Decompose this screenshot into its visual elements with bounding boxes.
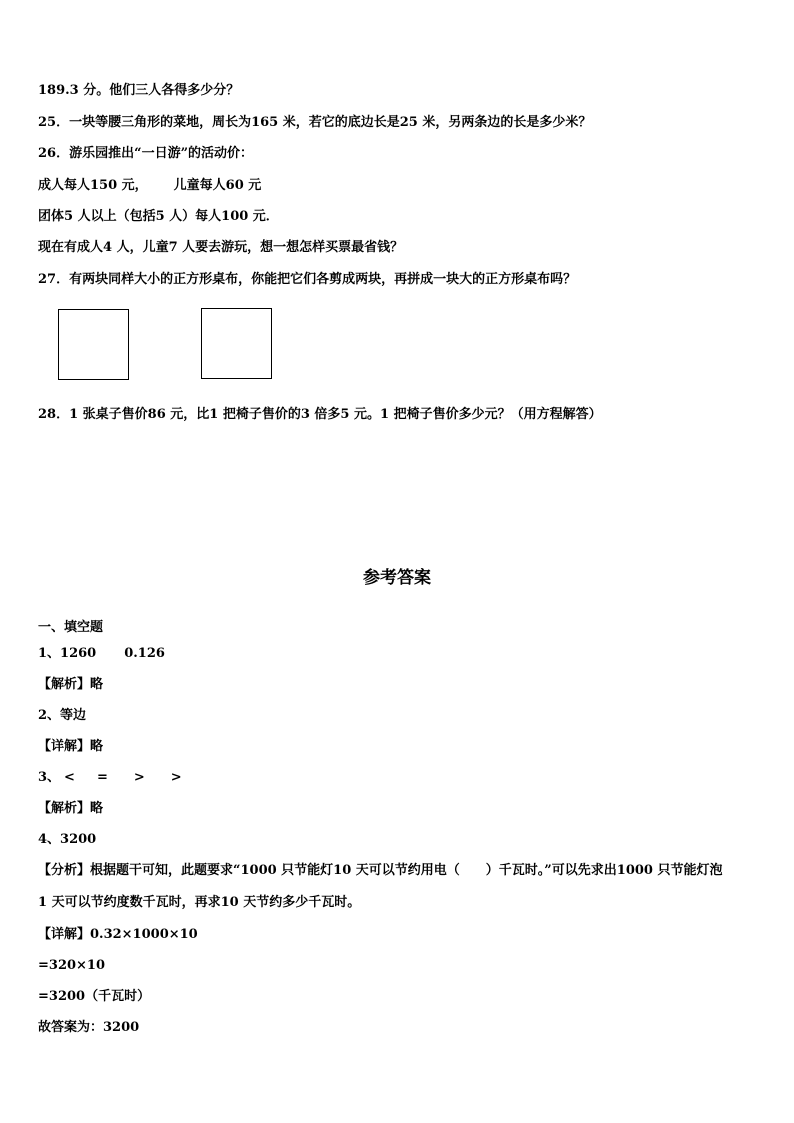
answer-3-label: 3、 <box>38 770 61 785</box>
answer-4-detail-line-2: =320×10 <box>38 958 106 973</box>
answer-4-detail-line-1: 【详解】0.32×1000×10 <box>38 927 198 942</box>
answer-3-note: 【解析】略 <box>38 801 104 816</box>
child-price: 儿童每人60 元 <box>173 178 262 193</box>
answer-4-final: 故答案为：3200 <box>38 1020 140 1035</box>
answer-3-symbol-1: < <box>64 770 75 785</box>
question-27: 27．有两块同样大小的正方形桌布，你能把它们各剪成两块，再拼成一块大的正方形桌布吗？ <box>38 272 577 287</box>
question-26-title: 26．游乐园推出“一日游”的活动价： <box>38 146 254 161</box>
answer-key-title: 参考答案 <box>363 568 431 588</box>
answer-3-symbol-3: > <box>133 770 145 785</box>
answer-3-symbol-2: = <box>96 770 108 785</box>
answer-4-analysis-line-2: 1 天可以节约度数千瓦时，再求10 天节约多少千瓦时。 <box>38 895 361 910</box>
answer-4-detail-line-3: =3200（千瓦时） <box>38 989 151 1004</box>
answer-1 <box>38 646 165 662</box>
answer-4: 4、3200 <box>38 832 97 847</box>
answer-2: 2、等边 <box>38 708 87 723</box>
question-26-prices <box>38 178 261 194</box>
question-24-tail: 189.3 分。他们三人各得多少分？ <box>38 83 240 98</box>
answer-3 <box>38 770 182 786</box>
question-28: 28．1 张桌子售价86 元，比1 把椅子售价的3 倍多5 元。1 把椅子售价多少元？（用方程解答） <box>38 407 602 422</box>
answer-2-note: 【详解】略 <box>38 739 104 754</box>
answer-4-analysis-line-1: 【分析】根据题干可知，此题要求“1000 只节能灯10 天可以节约用电（ ）千瓦时。”可以先求出1000 只节能灯泡 <box>38 863 723 878</box>
answer-1-value-2: 0.126 <box>124 646 165 661</box>
section-heading: 一、填空题 <box>38 620 104 635</box>
adult-price: 成人每人150 元， <box>38 178 148 193</box>
answer-1-note: 【解析】略 <box>38 677 104 692</box>
answer-1-value-1: 1、1260 <box>38 646 97 661</box>
answer-3-symbol-4: > <box>170 770 182 785</box>
square-tablecloth-2 <box>201 308 272 379</box>
question-25: 25．一块等腰三角形的菜地，周长为165 米，若它的底边长是25 米，另两条边的长是多少米？ <box>38 115 592 130</box>
square-tablecloth-1 <box>58 309 129 380</box>
question-26-question: 现在有成人4 人，儿童7 人要去游玩，想一想怎样买票最省钱？ <box>38 240 404 255</box>
question-26-group-price: 团体5 人以上（包括5 人）每人100 元． <box>38 209 279 224</box>
